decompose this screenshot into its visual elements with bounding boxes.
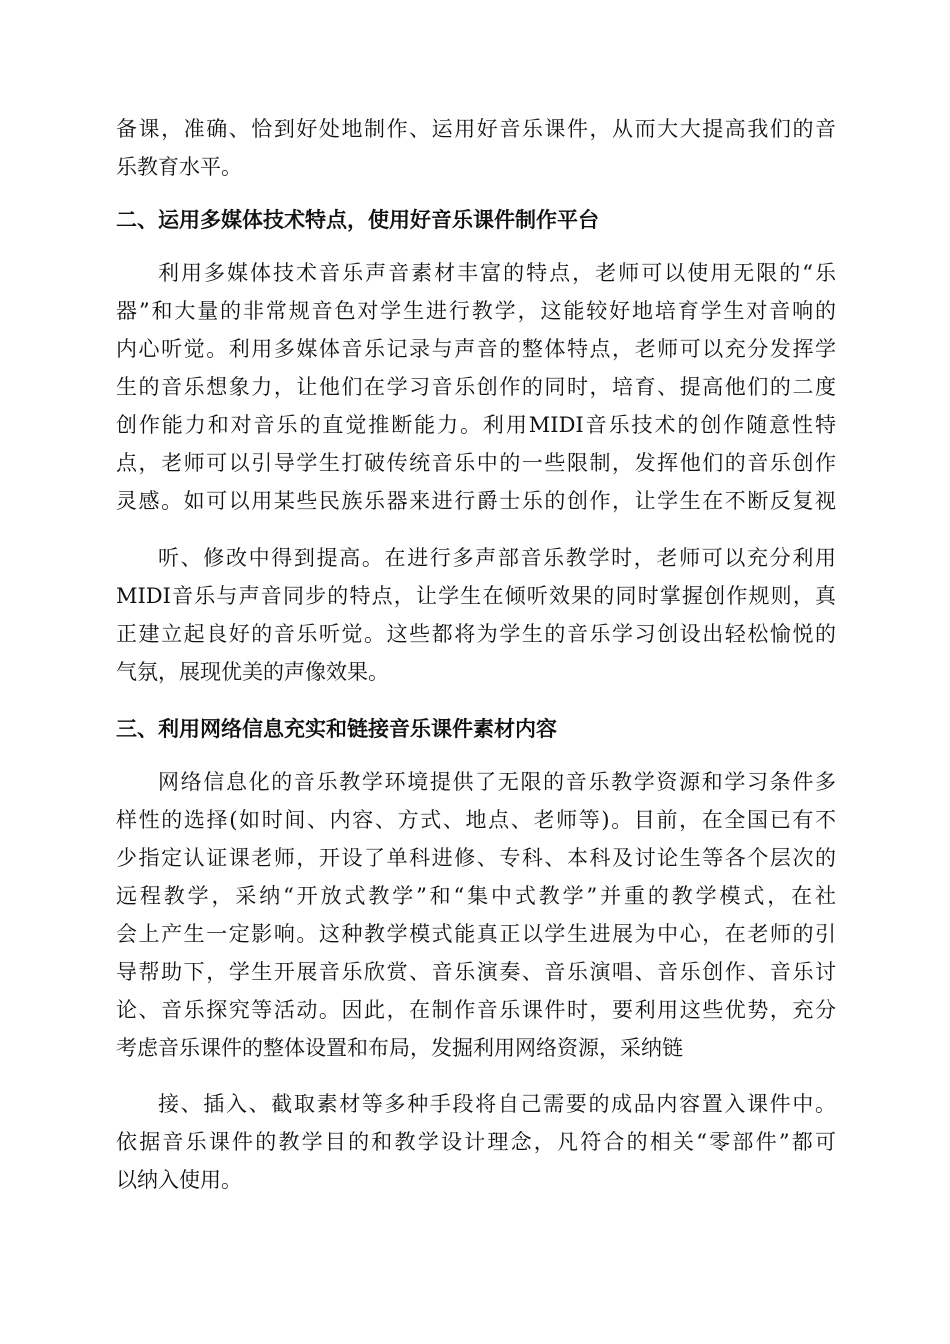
text-line: 器”和大量的非常规音色对学生进行教学，这能较好地培育学生对音响的 xyxy=(116,299,836,323)
text-line: 灵感。如可以用某些民族乐器来进行爵士乐的创作，让学生在不断反复视 xyxy=(116,489,836,513)
text-line: 会上产生一定影响。这种教学模式能真正以学生进展为中心，在老师的引 xyxy=(116,922,836,946)
section-heading-2: 二、运用多媒体技术特点，使用好音乐课件制作平台 xyxy=(116,208,599,232)
text-line: 正建立起良好的音乐听觉。这些都将为学生的音乐学习创设出轻松愉悦的 xyxy=(116,622,836,646)
section-3-paragraph-a xyxy=(116,763,836,1067)
text-line: 论、音乐探究等活动。因此，在制作音乐课件时，要利用这些优势，充分 xyxy=(116,998,836,1022)
text-line: 导帮助下，学生开展音乐欣赏、音乐演奏、音乐演唱、音乐创作、音乐讨 xyxy=(116,960,836,984)
section-3-paragraph-b xyxy=(116,1085,836,1199)
text-line: 考虑音乐课件的整体设置和布局，发掘利用网络资源，采纳链 xyxy=(116,1036,683,1060)
text-line: 远程教学，采纳“开放式教学”和“集中式教学”并重的教学模式，在社 xyxy=(116,884,836,908)
text-line: 利用多媒体技术音乐声音素材丰富的特点，老师可以使用无限的“乐 xyxy=(158,261,836,285)
text-line: 备课，准确、恰到好处地制作、运用好音乐课件，从而大大提高我们的音 xyxy=(116,117,836,141)
text-line: 依据音乐课件的教学目的和教学设计理念，凡符合的相关“零部件”都可 xyxy=(116,1130,836,1154)
text-line: 以纳入使用。 xyxy=(116,1168,242,1192)
text-line: 生的音乐想象力，让他们在学习音乐创作的同时，培育、提高他们的二度 xyxy=(116,375,836,399)
text-line: 内心听觉。利用多媒体音乐记录与声音的整体特点，老师可以充分发挥学 xyxy=(116,337,836,361)
section-heading-3: 三、利用网络信息充实和链接音乐课件素材内容 xyxy=(116,717,557,741)
text-line: 接、插入、截取素材等多种手段将自己需要的成品内容置入课件中。 xyxy=(158,1092,836,1116)
section-2-paragraph-b xyxy=(116,539,836,691)
text-line: 乐教育水平。 xyxy=(116,155,242,179)
text-line: 样性的选择(如时间、内容、方式、地点、老师等)。目前，在全国已有不 xyxy=(116,808,836,832)
text-line: 网络信息化的音乐教学环境提供了无限的音乐教学资源和学习条件多 xyxy=(158,770,836,794)
text-line: 少指定认证课老师，开设了单科进修、专科、本科及讨论生等各个层次的 xyxy=(116,846,836,870)
section-2-paragraph-a xyxy=(116,254,836,520)
text-line: 点，老师可以引导学生打破传统音乐中的一些限制，发挥他们的音乐创作 xyxy=(116,451,836,475)
intro-paragraph xyxy=(116,110,836,186)
text-line: 听、修改中得到提高。在进行多声部音乐教学时，老师可以充分利用 xyxy=(158,546,836,570)
text-line: 创作能力和对音乐的直觉推断能力。利用MIDI音乐技术的创作随意性特 xyxy=(116,413,836,437)
text-line: MIDI音乐与声音同步的特点，让学生在倾听效果的同时掌握创作规则，真 xyxy=(116,584,836,608)
text-line: 气氛，展现优美的声像效果。 xyxy=(116,660,389,684)
